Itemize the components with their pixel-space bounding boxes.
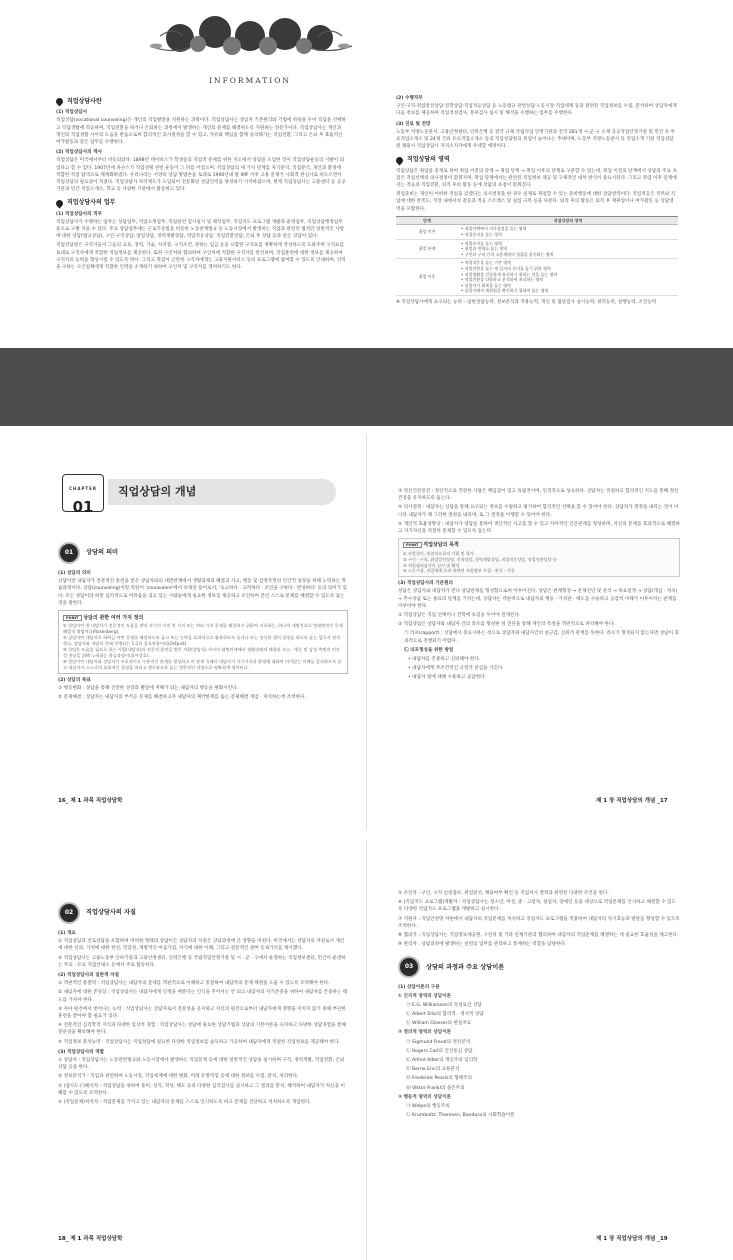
- info-item: ① 자발성이, 직업적으로의 기회 및 평가: [403, 551, 474, 557]
- paragraph: 상담은 상담자와 내담자가 만나 상담관계를 형성함으로써 이루어진다. 상담은 관계형성 → 문제진단 및 분석 → 목표설정 → 상담(개입 · 처치) → 추수상담 또는 종료의 단계를 거치는데, 상담자는 객관적으로 내담자의 행동 · 가치관 · 태도를 수용하고 공감적 이해가 이루어지는 관계를 이루어야 한다.: [398, 589, 678, 609]
- list-item: ㉠ Wolpe의 행동주의: [406, 1104, 450, 1110]
- list-item: ① 직업상담은 직업 선택이나 진학에 초점을 두어야 전개된다.: [398, 613, 521, 619]
- page-footer-19: 제 1 장 직업상담의 개념 _19: [596, 1236, 668, 1242]
- subheading: (1) 직업상담사: [56, 110, 88, 116]
- table-row: [396, 259, 678, 296]
- list-item: ㉥ Viktor Frankl의 실존주의: [406, 1085, 465, 1091]
- info-item: ① 상담이란 한 내담자가 전문적인 도움을 받아 자기가 가진 한 가지 또는 여러 가지 문제를 해결하기 위하여 지속하는, 하나의 개별적으로 면대면적인 문제해결적 방법이다(Rosenberg).: [63, 623, 343, 635]
- info-box-title: POINT 직업상담의 목적: [403, 543, 675, 549]
- list-item: ① 인지적 영역의 상담이론: [398, 993, 452, 999]
- table-row: [396, 239, 678, 259]
- section-header: [58, 902, 348, 924]
- chapter-heading: [62, 470, 342, 514]
- list-item: ① 행동변화 : 상담을 통해 건전한 성장과 발달에 저해가 되는 내담자의 행동을 변화시킨다.: [58, 686, 238, 692]
- table-cell-stage: 취업 이후: [396, 259, 458, 296]
- point-tag-icon: POINT: [63, 615, 82, 621]
- list-item: ⑤ 직업정보 분석능력 : 직업상담사는 직업상담에 필요한 다양한 직업정보를 습득하고 가공하여 내담자에게 적절한 직업정보를 제공해야 한다.: [58, 1039, 340, 1045]
- note: ※ 직업상담사에게 요구되는 능력 – 일반상담능력, 정보분석과 적용능력, 개인 및 집단검사 실시능력, 관리능력, 실행능력, 조언능력: [396, 299, 657, 305]
- list-item: ㉠ Sigmund Freud의 정신분석: [406, 1039, 471, 1045]
- ink-drop-icon: [55, 97, 65, 107]
- list-item: ㉡ Krumboltz, Thoresen, Bandura의 사회학습이론: [406, 1113, 515, 1119]
- chapter-number: 01: [72, 498, 94, 516]
- section-heading: 직업상담사의 업무: [56, 199, 346, 206]
- list-item: ㉠ 라포(rapport) : 상담에서 중요시하는 것으로 상담자와 내담자간의 친근감, 신뢰적 관계를 뜻한다. 라포가 형성되지 않는다면 상담이 효과적으로 진행되기 어렵다.: [404, 631, 679, 644]
- paragraph: 상담이란 내담자가 전문적인 훈련을 받은 상담자와의 대면관계에서 생활과제의 해결과 사고, 행동 및 감정측면의 인간적 성장을 위해 노력하는 학습과정이다. 상담(counseling)이란 라틴어 'counsulere'에서 유래된 용어로서, '숙고하다 · 고려하다 · 조언을 구하다 · 반성하다' 등의 의미가 있다. 모든 상담이라 하면 심리적으로 어려움을 겪고 있는 사람들에게 필요한 정보를 제공하고 조언하여 본인 스스로 문제를 해결할 수 있도록 돕는 것을 말한다.: [58, 579, 347, 606]
- subheading: (1) 상담이론의 구분: [398, 985, 440, 991]
- list-item: ㉡ 라포형성을 위한 방법: [404, 647, 454, 653]
- info-item: ③ 상담은 도움을 필요로 하는 사람(내담자)과 전문적 훈련을 받은 사람(상담자) 사이의 대면관계에서 생활과제의 해결과 사고 · 행동 및 감정 측면의 인간성 전달을 위해 노력하는 학습과정이다(이장호).: [63, 647, 340, 659]
- bullet-item: • 내담자 말에 대해 수용하고 공감한다.: [408, 675, 487, 681]
- info-item: ② 구인 · 구직, 취업알선상담, 진학상담, 경력개발상담, 직업적응상담, 직업전환상담 등: [403, 556, 557, 562]
- header-title: INFORMATION: [209, 76, 291, 85]
- paragraph: 직업상담은 취업을 중재로 하여 취업 이전의 단계 → 취업 단계 → 취업 이후의 단계로 구분할 수 있는데, 취업 이전의 단계에서 상담의 주요 초점은 직업선택의 의사결정이 맞춰지며, 취업 단계에서는 관련된 직업정보 제공 및 구체적인 대처 방식이 중요시된다. 그리고 취업 이후 단계에서는 적응과 직업전환, 퇴직 후의 활동 등에 상담의 초점이 맞춰진다.: [396, 168, 677, 189]
- list-item: ② 내담자에 대한 존경심 : 직업상담사는 내담자에게 인정을 베푼다는 인식을 주어서는 안 되고 내담자의 자기존중을 위하여 내담자를 존중하는 태도를 가져야 한다.: [58, 990, 348, 1003]
- paragraph: 직업상담원은 구직자들이 그들의 교육, 경력, 기술, 자격증, 구직조건, 원하는 임금 등을 포함한 구직표를 정확하게 작성하도록 도와주며 구직표를 토대로 구직자에게 적합한 직업정보를 제공한다. 또한 구인처와 협의하여 구인처에 적합한 구직자를 알선하며, 직업훈련에 대한 정보를 제공하여 구직자의 능력을 향상시킬 수 있도록 한다. 그리고 취업이 곤란한 구직자에게는 고용지원서비스 등의 프로그램에 참여할 수 있도록 안내하며, 인력을 구하는 구인업체에게 적합한 인력을 소개하기 위하여 구인처 및 구직자를 개척하기도 한다.: [56, 243, 346, 271]
- section-title: 상담의 과정과 주요 상담이론: [426, 963, 505, 971]
- page-footer-18: 18_ 제 1 과목 직업상담학: [58, 1236, 123, 1242]
- list-item: ② 직업상담사는 고용노동부 산하기관과 고용안정센터, 인력은행 등 국립직업안정기관 및 시 · 군 · 구에서 운영하는 직업정보센터, 민간이 운영하는 무료 · 유료 직업안내소 등에서 주로 활동한다.: [58, 955, 346, 968]
- paragraph: 구인·구직·취업알선상담·진학상담·직업적응상담 등 노동법규 관련상담·노동시장·직업세계 등과 관련된 직업정보를 수집, 분석하여 상담자에게 다음 정보를 제공하며 직업적성검사, 흥미검사 실시 및 해석을 수행하는 업무를 수행한다.: [396, 104, 677, 117]
- paragraph: 직업상담은 미국에서부터 비롯되었다. 1898년 데이비스가 학생들의 직업적 문제를 위한 지도에서 상담을 도입한 것이 직업상담운동의 시발이 되었다고 할 수 있다. 1907년에 파슨스가 직업선택 관련 운동이 그 뒤를 이었으며, 직업상담의 세 가지 단계를 자기분석, 직업분석, 개인과 환경에 적합한 직업 탐색으로 체계화하였다. 우리나라는 서양의 상담 방법론을 토대로 1990년대 말 IMF 이후 고용 문제가 사회적 관심사로 떠오르면서 직업상담의 필요성이 커졌다. 직업상담사 자격제도가 도입되어 전문화된 상담인력을 양성하기 시작하였으며, 현재 직업상담사는 고용센터 등 공공기관과 민간 직업소개소, 학교 등 다양한 기관에서 활동하고 있다.: [56, 158, 346, 193]
- page-18: [58, 898, 348, 1108]
- section-title: 직업상담사의 자질: [86, 909, 136, 917]
- list-item: ① 객관적인 통찰력 : 직업상담사는 내담자의 문제를 객관적으로 이해하고 통찰하여 내담자의 문제 해결을 도울 수 있도록 조력해야 한다.: [58, 981, 330, 987]
- list-item: ③ 행동적 영역의 상담이론: [398, 1094, 452, 1100]
- list-item: ㉡ Albert Ellis의 합리적 · 정서적 상담: [406, 1012, 484, 1018]
- subheading: (2) 수행직무: [396, 96, 423, 101]
- subheading: (3) 진로 및 전망: [396, 121, 431, 127]
- info-item: ③ 직업심리검사의 실시 및 해석: [403, 562, 460, 568]
- point-tag-icon: POINT: [403, 542, 422, 548]
- list-item: ㉡ Rogers Carl의 인간중심 상담: [406, 1048, 473, 1054]
- table-cell-items: • 직업준비를 돕는 영역 • 취업과 연계를 돕는 영역 • 구인과 구직 간의 고용계약의 성립을 알선하는 영역: [458, 239, 678, 259]
- gutter-line: [366, 840, 367, 1260]
- section-heading: 직업상담사란: [56, 98, 346, 105]
- list-item: ④ 의사결정 : 내담자는 상담을 통해 요구되는 정보를 수집하고 평가하여 합리적인 선택을 할 수 있어야 한다. 상담자가 결정을 내리는 것이 아니라 내담자가 채 그러한 결정을 내리며, 또 그 결정을 이행할 수 있어야 한다.: [398, 505, 679, 518]
- page-right-information: [396, 92, 678, 308]
- page-16: [58, 538, 348, 704]
- table-cell-stage: 취업 단계: [396, 239, 458, 259]
- table-header-area: 직업상담의 영역: [458, 216, 678, 225]
- floral-decoration-icon: [120, 6, 370, 76]
- list-item: ㉤ Frederick Pearls의 형태주의: [406, 1076, 472, 1082]
- list-item: ㉣ Berne Eric의 교류분석: [406, 1067, 460, 1073]
- chapter-label: CHAPTER: [69, 486, 97, 491]
- paragraph: 직업상담(vocational counseling)은 개인의 직업발달을 지원하는 과정이다. 직업상담사는 상담자 기본원리와 기법에 바탕을 두어 직업을 선택하고 직업생활에 적응하며, 직업전환을 하거나 은퇴하는 과정에서 발생하는 개인의 문제를 해결하도록 지원하는 전문가이다. 직업상담사는 개인과 개인의 직업생활 사이의 도움을 받음으로써 합리적인 의사결정을 할 수 있고, 자유와 책임을 함께 승리해가는 직업전환, 그리고 은퇴 후 효율적인 여가활동과 같은 업무를 수행한다.: [56, 118, 346, 146]
- section-header: [58, 542, 348, 564]
- subheading: (2) 직업상담사의 역사: [56, 150, 103, 156]
- list-item: ⑦ 지원자 : 직업안정망 차원에서 내담자의 직업문제를 처치하고 직업지도 프로그램을 적용하여 내담자의 자기효능과 발달을 향상할 수 있도록 조력한다.: [398, 916, 680, 929]
- section-number: 02: [58, 902, 80, 924]
- definition-box: [58, 610, 348, 674]
- list-item: ⑤ 조언자 : 구인, 구직 신청접수, 취업알선, 채용여부 확인 등 직업처사 결정과 관련된 다양한 조언을 한다.: [398, 891, 609, 896]
- list-item: ㉢ Alfred Adler의 개인주의 심리학: [406, 1058, 478, 1064]
- list-item: ③ (검사도구)해석자 : 직업상담을 위하여 흥미, 성격, 적성, 태도 등의 다양한 심리검사를 실시하고 그 결과를 분석, 해석하여 내담자가 자신을 이해할 수 있도록 조력한다.: [58, 1083, 345, 1096]
- paragraph: 취업준비는 개인이 어떠한 직업을 갖겠다는 의사결정을 한 경우 실제로 취업할 수 있는 준비행동에 대한 상담영역이다. 직업적응은 직무와 직업에 대한 만족도, 직장 내에서의 갈등과 적응 스트레스 및 실업 극복 등을 다룬다. 퇴직 후의 활동은 퇴직 후 재취업이나 여가활동 등 상담영역을 포함한다.: [396, 192, 676, 212]
- paragraph: 노동부 지방노동관서, 고용안정센터, 인력은행 등 전국 규제 국립직업 안정기관과 전국 281개 시·군·구 소재 공공직업안정기관 및 민간 유·무료직업소개소 및 24개 국외 유료직업소개소 등의 직업상담원의 취업이 늘어나는 추세이며, 노동부 지방노동관서 등 직업소개 기관 직업상담원 채용시 직업상담사 자격소지자에게 우대할 예정이다.: [396, 129, 676, 150]
- subheading: (1) 상담의 의미: [58, 571, 91, 576]
- page-footer-16: 16_ 제 1 과목 직업상담학: [58, 798, 123, 804]
- table-cell-items: • 직업적응을 돕는 기본 영역 • 직업전환을 돕는 새 일자리 준비를 돕기 위한 영역 • 직업생활을 건강하게 유지하기 위하는 것을 돕는 영역 • 직업전환을 다양하고 분석하여 처리하는 영역 • 실업자가 회복을 돕는 영역 • 실업자에서 재취업을 확인하기 위하여 돕는 영역: [458, 259, 678, 296]
- chapter-badge: [62, 474, 104, 516]
- list-item: ⑨ 관리자 : 상담과정에 발생하는 일련의 업무를 관리하고 통제하는 역할을 담당한다.: [398, 942, 567, 948]
- page-19: [398, 890, 680, 1121]
- ink-drop-icon: [55, 198, 65, 208]
- list-item: ㉠ E.G. Williamson의 특성요인 상담: [406, 1002, 482, 1008]
- chapter-title: 직업상담의 개념: [108, 479, 336, 505]
- counseling-area-table: [396, 216, 678, 296]
- page-17: [398, 488, 680, 684]
- section-header: [398, 956, 680, 978]
- list-item: ④ (직업문제)처치자 : 직업문제를 가지고 있는 내담자의 문제를 스스로 인식하도록 하고 문제를 진단하고 처치하도록 개입한다.: [58, 1100, 312, 1106]
- ink-drop-icon: [395, 155, 405, 165]
- paragraph: 직업상담사가 수행하는 업무는 상담업무, 직업소개업무, 직업관련 검사실시 및 해석업무, 직업지도 프로그램 개발과 운영업무, 직업상담행정업무 등으로 구별 지을 수 있다. 주요 상담업무에는 근로기준법을 비롯한 노동관계법규 등 노동시장에서 발생하는 직업과 관련된 법적인 일반적인 사항에 대한 상담(법규상담), 구인·구직상담, 창업상담, 경력개발상담, 직업적응상담, 직업전환상담, 은퇴 후 상담 등과 같은 상담이 있다.: [56, 219, 345, 240]
- purpose-box: [398, 538, 680, 577]
- list-item: ② 직업상담은 상담자와 내담자 간의 라포를 형성한 뒤 진단을 통해 개인의 특성을 객관적으로 파악해야 한다.: [398, 622, 615, 628]
- info-item: ② 상담이란 내담자로 하여금 어떤 문제를 해결하도록 돕고 또는 능력을 효과적으로 활용하도록 돕거나 또는 성숙한 생의 결정을 하도록 돕는 일로서 정의한다. 상담자와 내담자 간에 진행되는 1:1의 상호작용이다(Ostpvit).: [63, 635, 341, 647]
- page-footer-17: 제 1 장 직업상담의 개념 _17: [596, 798, 668, 804]
- list-item: ③ 자아 편견에서 벗어나는 능력 : 직업상담사는 상담자로서 전문성을 유지하고 자신의 편견으로부터 내담자에게 영향을 미치지 않기 위해 부단한 훈련을 받아야 할 필요가 있다.: [58, 1006, 346, 1020]
- list-item: ① 직업상담과 진로상담을 포함하여 어떠한 형태의 상담이든 상담자의 자질은 상담과정에 큰 영향을 미친다. 미국에서는 상담자의 자질로서 개인에 대한 신뢰, 가치에 대한 헌신, 민감성, 개방적인 마음가짐, 자기에 대한 이해, 그리고 전문적인 관여 등 6가지를 제시했다.: [58, 939, 345, 952]
- info-box-title: POINT 상담의 관한 여러 가지 정의: [63, 615, 343, 621]
- section-heading: 직업상담의 영역: [396, 156, 678, 163]
- bullet-item: • 내담자에게 무조건적인 긍정적 관심을 가진다.: [408, 666, 504, 672]
- table-header-stage: 단계: [396, 216, 458, 225]
- bullet-item: • 내담자를 존중하고 신뢰해야 한다.: [408, 657, 481, 663]
- list-item: ① 상담자 : 직업상담사는 노동관련법규와 노동시장에서 발생하는 직업문제 등에 대한 일반적인 상담을 실시하며 구직, 경력개발, 직업전환, 은퇴상담 등을 한다.: [58, 1058, 345, 1071]
- section-number: 01: [58, 542, 80, 564]
- page-left-information: [56, 92, 346, 273]
- subheading: (2) 직업상담사의 일반적 자질: [58, 973, 120, 979]
- section-title: 상담의 의미: [86, 549, 119, 557]
- table-row: [396, 225, 678, 239]
- list-item: ② 정보분석가 : 직업과 관련하여 노동시장, 직업세계에 대한 변화, 미래 유망직업 등에 대한 정보를 수집, 분석, 처리한다.: [58, 1074, 299, 1080]
- section-number: 03: [398, 956, 420, 978]
- info-item: ④ 상담이란 내담자와 상담자가 우호적이고 수용적인 관계를 형성하고 이 관계 속에서 내담자가 자기자신과 환경에 대하여 의미있는 이해를 증진하도록 돕고 내담자가 스스로의 효율적인 결정을 내리고 행동하도록 돕는 전문적인 과정으로 명확하게 정의된다.: [63, 659, 342, 671]
- list-item: ⑤ 개인적 효율성향상 : 내담자가 상담을 통하여 생산적인 사고를 할 수 있고 자아적인 인간관계를 형성하며, 자신의 문제를 효과적으로 해결하고 자기자신을 적절히 통제할 수 있도록 돕는다.: [398, 521, 680, 535]
- list-item: ㉢ William Glasser의 현실치료: [406, 1021, 472, 1027]
- table-cell-items: • 직업선택에서 의사결정을 돕는 영역 • 직업준비를 돕는 영역: [458, 225, 678, 239]
- table-cell-stage: 취업 이전: [396, 225, 458, 239]
- info-item: ④ 노동시장, 직업세계 등과 관련된 직업정보 수집 · 분석 · 가공: [403, 568, 515, 574]
- subheading: (1) 개요: [58, 931, 76, 936]
- gutter-line: [366, 434, 367, 830]
- list-item: ④ 전문적인 심리학적 지식과 다양한 임상적 경험 : 직업상담사는 상담에 필요한 상담기법과 상담의 기본이론을 숙지하고 다양한 상담경험을 통해 전문성을 확보해야 한다.: [58, 1023, 346, 1036]
- list-item: ② 문제해결 : 상담자는 내담자의 부적응 문제를 해결하고자 내담자의 제약한계를 돕는 문제해결 개입 · 처치하는데 조력한다.: [58, 695, 306, 701]
- list-item: ⑥ (직업지도 프로그램)개발자 : 직업상담사는 청소년, 여성, 중 · 고령자, 실업자, 장애인 등을 대상으로 직업문제를 인식하고 해결할 수 있도록 다양한 직업지도 프로그램을 개발하고 실시한다.: [398, 900, 677, 913]
- subheading: (1) 직업상담사의 직무: [56, 211, 103, 217]
- dark-band: [0, 348, 733, 426]
- list-item: ③ 정신건강증진 : 정신적으로 건강한 사람은 책임감이 있고 독립적이며, 인격적으로 성숙하다. 상담자는 적절하고 합리적인 지도를 통해 정신건강을 유지하도록 돕는다.: [398, 489, 679, 502]
- list-item: ② 정의적 영역의 상담이론: [398, 1030, 452, 1036]
- subheading: (3) 직업상담사의 기본원리: [398, 581, 453, 587]
- subheading: (3) 직업상담사의 역할: [58, 1049, 105, 1055]
- subheading: (2) 상담의 목표: [58, 678, 91, 684]
- list-item: ⑧ 협의자 : 직업상담사는 직업정보제공원, 구인처 및 기타 연계기관과 협의하여 내담자의 직업문제를 해결하는 데 필요한 효율성을 제고한다.: [398, 933, 679, 939]
